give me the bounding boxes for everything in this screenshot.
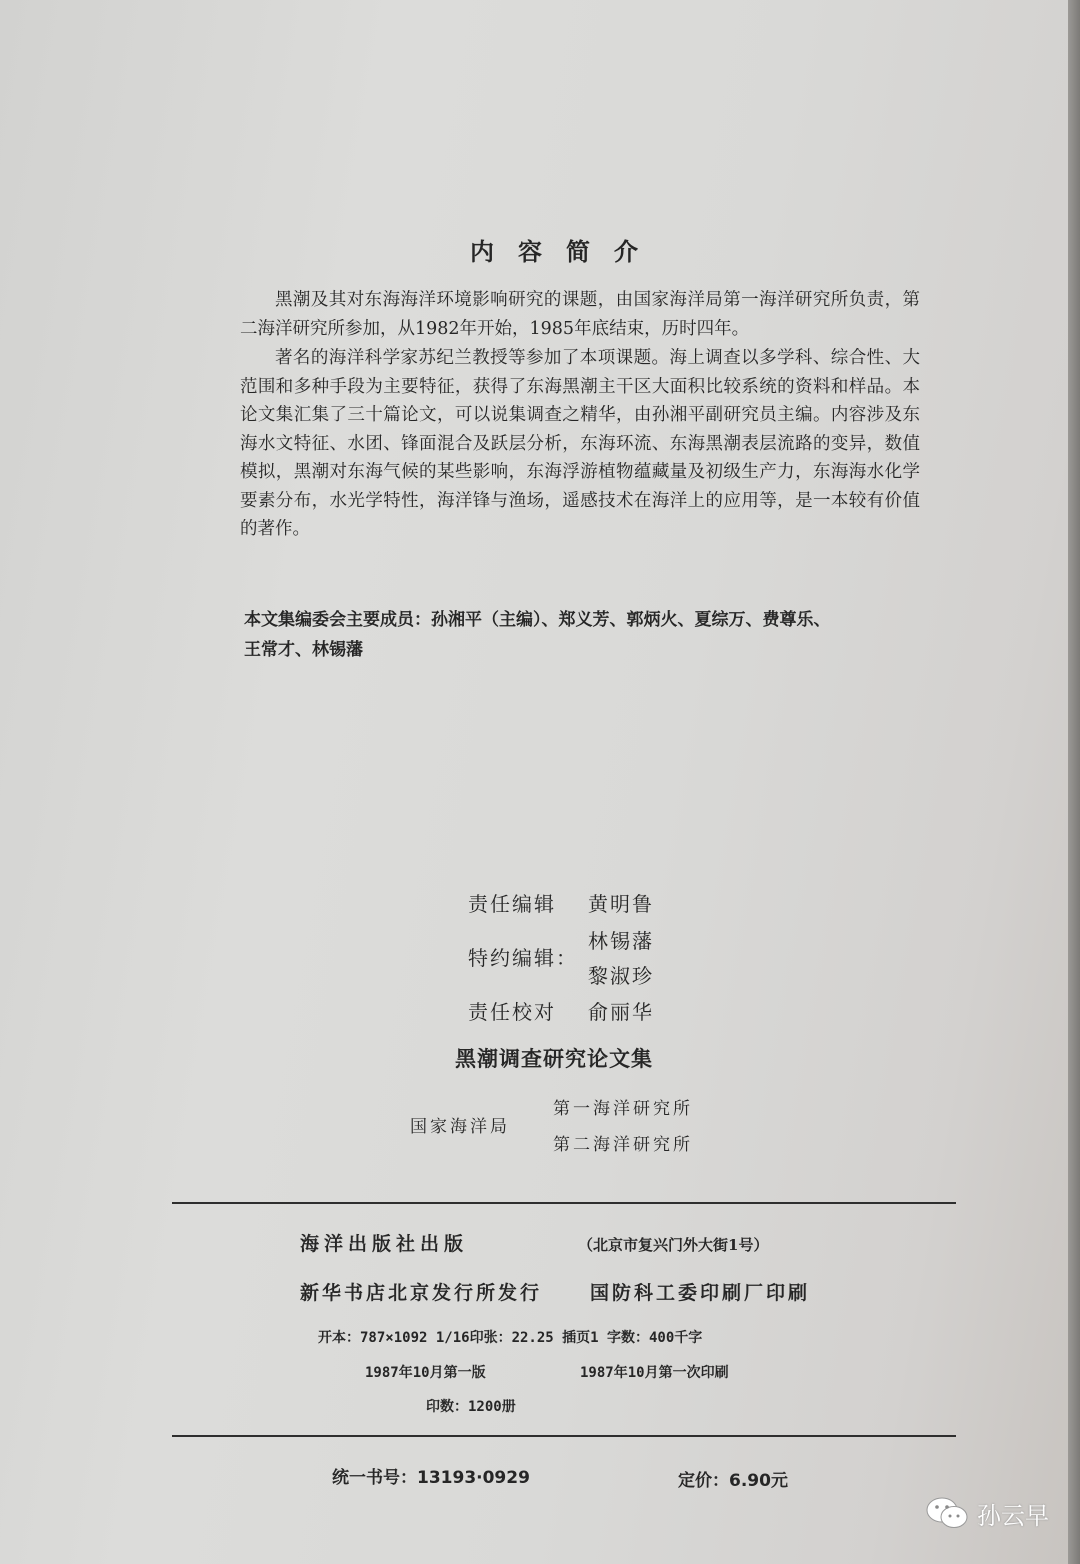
- editorial-board: [244, 605, 964, 665]
- colophon-bottom-rule: [172, 1435, 956, 1437]
- proofreader-label: 责任校对: [468, 1000, 556, 1024]
- responsible-editor-label: 责任编辑: [468, 892, 556, 916]
- special-editor-label: 特约编辑：: [468, 946, 578, 970]
- publishing-organization: 国家海洋局: [410, 1117, 510, 1137]
- price: 定价：6.90元: [678, 1471, 788, 1491]
- publisher-address: （北京市复兴门外大街1号）: [578, 1236, 769, 1254]
- special-editor-2: 黎淑珍: [588, 964, 654, 988]
- editorial-board-line-1: 本文集编委会主要成员：孙湘平（主编）、郑义芳、郭炳火、夏综万、费尊乐、: [244, 610, 831, 630]
- book-spine-edge: [1068, 0, 1080, 1564]
- printing: 1987年10月第一次印刷: [580, 1365, 729, 1381]
- book-number: 统一书号：13193·0929: [332, 1468, 530, 1488]
- printer: 国防科工委印刷厂印刷: [590, 1282, 811, 1304]
- print-run: 印数：1200册: [426, 1399, 516, 1415]
- publisher: 海洋出版社出版: [300, 1233, 469, 1255]
- book-specs: 开本：787×1092 1/16印张：22.25 插页1 字数：400千字: [318, 1330, 703, 1346]
- distributor: 新华书店北京发行所发行: [300, 1282, 543, 1304]
- intro-paragraph-2: 著名的海洋科学家苏纪兰教授等参加了本项课题。海上调查以多学科、综合性、大范围和多种手段为主要特征，获得了东海黑潮主干区大面积比较系统的资料和样品。本论文集汇集了三十篇论文，可以说集调查之精华，由孙湘平副研究员主编。内容涉及东海水文特征、水团、锋面混合及跃层分析，东海环流、东海黑潮表层流路的变异，数值模拟，黑潮对东海气候的某些影响，东海浮游植物蕴藏量及初级生产力，东海海水化学要素分布，水光学特性，海洋锋与渔场，遥感技术在海洋上的应用等，是一本较有价值的著作。: [240, 348, 920, 539]
- responsible-editor: 黄明鲁: [588, 892, 654, 916]
- editorial-board-line-2: 王常才、林锡藩: [244, 640, 363, 660]
- proofreader: 俞丽华: [588, 1000, 654, 1024]
- edition: 1987年10月第一版: [365, 1365, 486, 1381]
- colophon-top-rule: [172, 1202, 956, 1204]
- book-title: 黑潮调查研究论文集: [455, 1046, 653, 1071]
- watermark: [925, 1495, 1049, 1531]
- intro-title: 内容简介: [470, 237, 662, 266]
- watermark-label: 孙云早: [977, 1501, 1049, 1530]
- intro-paragraph-1: 黑潮及其对东海海洋环境影响研究的课题，由国家海洋局第一海洋研究所负责，第二海洋研究所参加，从1982年开始，1985年底结束，历时四年。: [240, 290, 920, 339]
- institute-2: 第二海洋研究所: [553, 1135, 693, 1155]
- wechat-icon: [925, 1495, 969, 1531]
- institute-1: 第一海洋研究所: [553, 1099, 693, 1119]
- special-editor-1: 林锡藩: [588, 929, 654, 953]
